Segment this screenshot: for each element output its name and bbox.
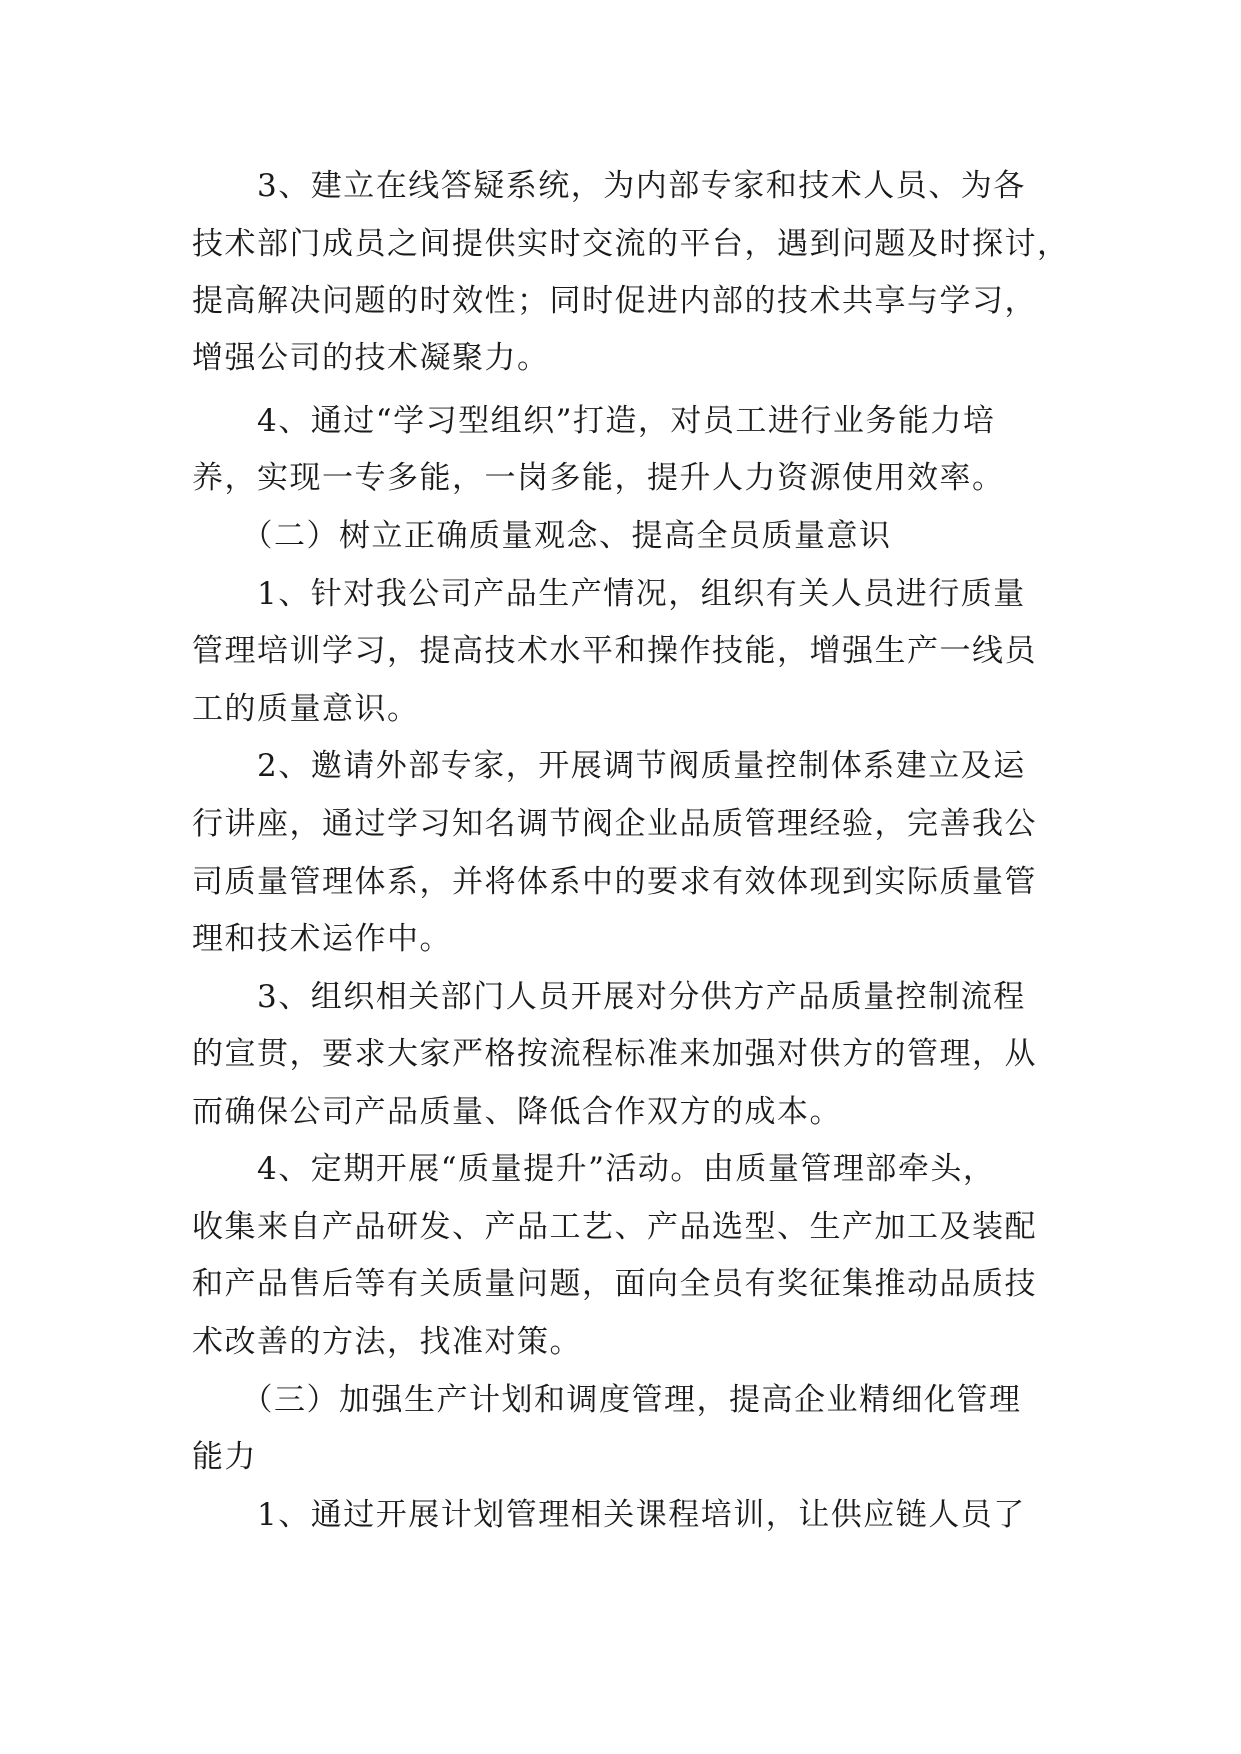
text-line: 工的质量意识。 [192,691,420,727]
section-heading: （二）树立正确质量观念、提高全员质量意识 [192,518,892,554]
text-line: 术改善的方法，找准对策。 [192,1324,582,1360]
text-line: 1、通过开展计划管理相关课程培训，让供应链人员了 [192,1497,1026,1533]
text-line: 理和技术运作中。 [192,921,452,957]
text-line: 4、定期开展“质量提升”活动。由质量管理部牵头， [192,1151,996,1187]
text-line: 和产品售后等有关质量问题，面向全员有奖征集推动品质技 [192,1266,1037,1302]
text-line: 行讲座，通过学习知名调节阀企业品质管理经验，完善我公 [192,806,1037,842]
text-line: 提高解决问题的时效性；同时促进内部的技术共享与学习， [192,283,1037,319]
text-line: 管理培训学习，提高技术水平和操作技能，增强生产一线员 [192,633,1037,669]
section-heading: 能力 [192,1439,257,1475]
text-line: 收集来自产品研发、产品工艺、产品选型、生产加工及装配 [192,1209,1037,1245]
text-line: 养，实现一专多能，一岗多能，提升人力资源使用效率。 [192,460,1005,496]
text-line: 的宣贯，要求大家严格按流程标准来加强对供方的管理，从 [192,1036,1037,1072]
text-line: 3、组织相关部门人员开展对分供方产品质量控制流程 [192,979,1026,1015]
text-line: 4、通过“学习型组织”打造，对员工进行业务能力培 [192,403,996,439]
text-line: 技术部门成员之间提供实时交流的平台，遇到问题及时探讨， [192,226,1070,262]
text-line: 而确保公司产品质量、降低合作双方的成本。 [192,1094,842,1130]
text-line: 司质量管理体系，并将体系中的要求有效体现到实际质量管 [192,864,1037,900]
text-line: 增强公司的技术凝聚力。 [192,340,550,376]
section-heading: （三）加强生产计划和调度管理，提高企业精细化管理 [192,1382,1022,1418]
text-line: 1、针对我公司产品生产情况，组织有关人员进行质量 [192,576,1026,612]
text-line: 3、建立在线答疑系统，为内部专家和技术人员、为各 [192,168,1026,204]
text-line: 2、邀请外部专家，开展调节阀质量控制体系建立及运 [192,748,1026,784]
